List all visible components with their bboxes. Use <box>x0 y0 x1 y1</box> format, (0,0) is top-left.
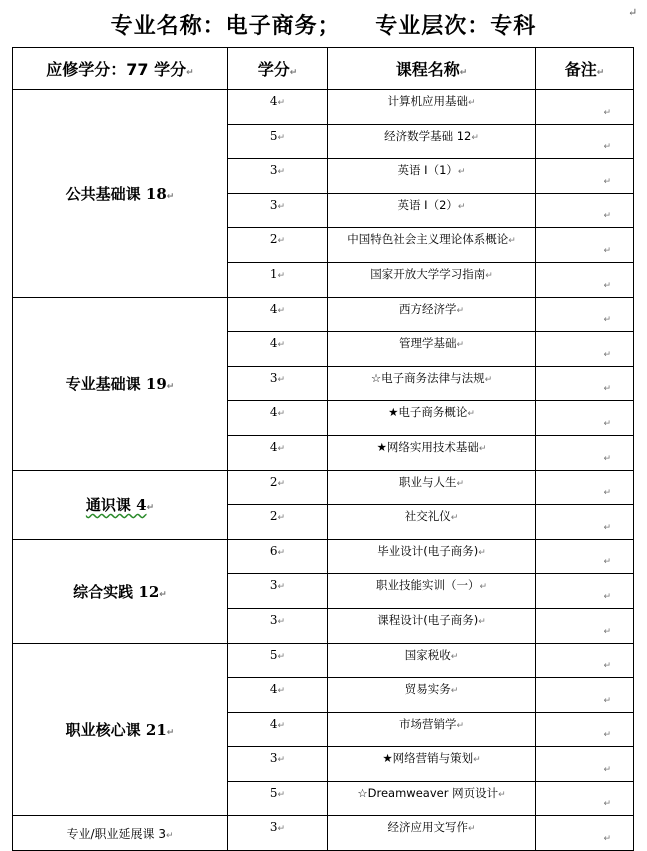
note-cell: ↵ <box>536 712 634 747</box>
corner-mark: ↵ <box>628 6 638 19</box>
course-name-cell: 职业技能实训（一）↵ <box>328 574 536 609</box>
note-cell: ↵ <box>536 816 634 851</box>
header-note: 备注↵ <box>536 48 634 90</box>
credit-cell: 3↵ <box>228 159 328 194</box>
category-cell: 专业基础课 19↵ <box>13 297 228 470</box>
course-name-cell: 职业与人生↵ <box>328 470 536 505</box>
credit-cell: 4↵ <box>228 678 328 713</box>
note-cell: ↵ <box>536 401 634 436</box>
credit-cell: 4↵ <box>228 90 328 125</box>
category-label: 综合实践 12 <box>73 582 160 601</box>
table-row <box>13 90 634 125</box>
credit-cell: 4↵ <box>228 435 328 470</box>
credit-cell: 3↵ <box>228 366 328 401</box>
course-name-cell: 国家税收↵ <box>328 643 536 678</box>
credit-cell: 4↵ <box>228 297 328 332</box>
course-name-cell: 管理学基础↵ <box>328 332 536 367</box>
category-label: 公共基础课 18 <box>65 184 167 203</box>
note-cell: ↵ <box>536 366 634 401</box>
course-name-cell: 国家开放大学学习指南↵ <box>328 262 536 297</box>
header-credits: 学分↵ <box>228 48 328 90</box>
course-name-cell: 英语 I（2）↵ <box>328 193 536 228</box>
course-name-cell: 课程设计(电子商务)↵ <box>328 608 536 643</box>
credit-cell: 2↵ <box>228 228 328 263</box>
note-cell: ↵ <box>536 781 634 816</box>
course-name-cell: 计算机应用基础↵ <box>328 90 536 125</box>
note-cell: ↵ <box>536 90 634 125</box>
note-cell: ↵ <box>536 574 634 609</box>
credit-cell: 5↵ <box>228 124 328 159</box>
document-title: 专业名称：电子商务； 专业层次：专科 <box>110 14 537 39</box>
header-course: 课程名称↵ <box>328 48 536 90</box>
category-label: 专业基础课 19 <box>65 375 167 394</box>
category-cell: 专业/职业延展课 3↵ <box>13 816 228 851</box>
table-row <box>13 643 634 678</box>
credit-cell: 5↵ <box>228 781 328 816</box>
course-name-cell: ★网络实用技术基础↵ <box>328 435 536 470</box>
note-cell: ↵ <box>536 332 634 367</box>
credit-cell: 4↵ <box>228 332 328 367</box>
note-cell: ↵ <box>536 608 634 643</box>
note-cell: ↵ <box>536 228 634 263</box>
note-cell: ↵ <box>536 678 634 713</box>
credit-cell: 3↵ <box>228 747 328 782</box>
credit-cell: 2↵ <box>228 505 328 540</box>
header-row <box>13 48 634 90</box>
course-name-cell: 市场营销学↵ <box>328 712 536 747</box>
note-cell: ↵ <box>536 159 634 194</box>
header-category: 应修学分：77 学分↵ <box>13 48 228 90</box>
credit-cell: 4↵ <box>228 712 328 747</box>
credit-cell: 3↵ <box>228 608 328 643</box>
course-name-cell: 经济数学基础 12↵ <box>328 124 536 159</box>
note-cell: ↵ <box>536 505 634 540</box>
note-cell: ↵ <box>536 193 634 228</box>
course-name-cell: ★网络营销与策划↵ <box>328 747 536 782</box>
course-name-cell: 中国特色社会主义理论体系概论↵ <box>328 228 536 263</box>
note-cell: ↵ <box>536 470 634 505</box>
table-row <box>13 297 634 332</box>
course-name-cell: ★电子商务概论↵ <box>328 401 536 436</box>
category-label: 通识课 4 <box>85 496 147 515</box>
course-name-cell: ☆Dreamweaver 网页设计↵ <box>328 781 536 816</box>
category-label: 专业/职业延展课 3 <box>66 826 166 841</box>
note-cell: ↵ <box>536 124 634 159</box>
credit-cell: 2↵ <box>228 470 328 505</box>
course-name-cell: 社交礼仪↵ <box>328 505 536 540</box>
category-cell: 综合实践 12↵ <box>13 539 228 643</box>
curriculum-table <box>12 47 634 851</box>
credit-cell: 6↵ <box>228 539 328 574</box>
note-cell: ↵ <box>536 747 634 782</box>
table-row <box>13 470 634 505</box>
credit-cell: 5↵ <box>228 643 328 678</box>
category-label: 职业核心课 21 <box>65 720 167 739</box>
credit-cell: 3↵ <box>228 193 328 228</box>
note-cell: ↵ <box>536 262 634 297</box>
note-cell: ↵ <box>536 643 634 678</box>
course-name-cell: 贸易实务↵ <box>328 678 536 713</box>
note-cell: ↵ <box>536 539 634 574</box>
credit-cell: 1↵ <box>228 262 328 297</box>
course-name-cell: 西方经济学↵ <box>328 297 536 332</box>
table-body <box>13 90 634 851</box>
note-cell: ↵ <box>536 297 634 332</box>
credit-cell: 3↵ <box>228 574 328 609</box>
category-cell: 职业核心课 21↵ <box>13 643 228 816</box>
note-cell: ↵ <box>536 435 634 470</box>
course-name-cell: 经济应用文写作↵ <box>328 816 536 851</box>
course-name-cell: ☆电子商务法律与法规↵ <box>328 366 536 401</box>
credit-cell: 3↵ <box>228 816 328 851</box>
category-cell: 公共基础课 18↵ <box>13 90 228 298</box>
category-cell: 通识课 4↵ <box>13 470 228 539</box>
credit-cell: 4↵ <box>228 401 328 436</box>
course-name-cell: 英语 I（1）↵ <box>328 159 536 194</box>
course-name-cell: 毕业设计(电子商务)↵ <box>328 539 536 574</box>
table-row <box>13 539 634 574</box>
table-row <box>13 816 634 851</box>
